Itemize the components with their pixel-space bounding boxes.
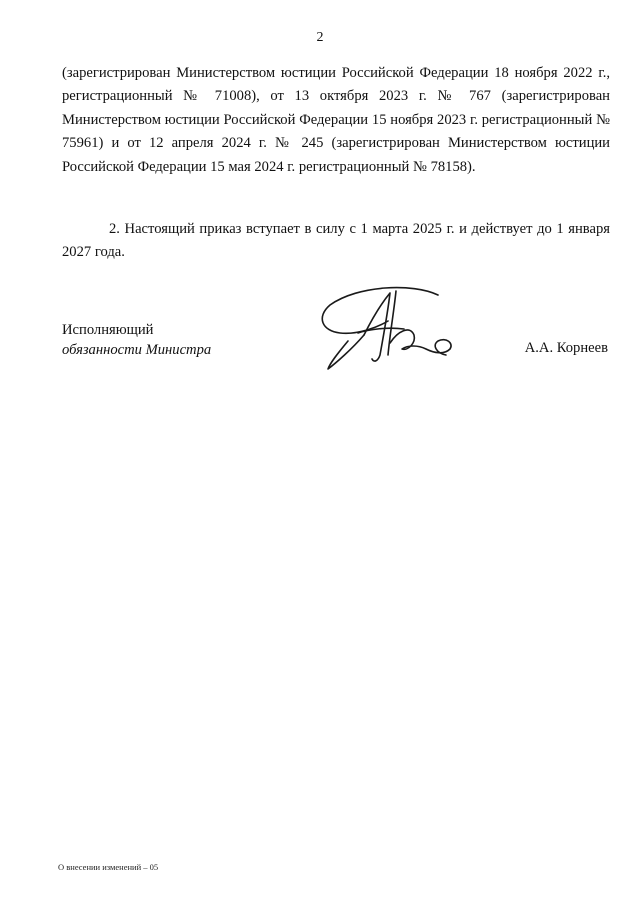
handwritten-signature — [318, 283, 458, 375]
signatory-name: А.А. Корнеев — [524, 340, 608, 356]
paragraph-effective-date: 2. Настоящий приказ вступает в силу с 1 марта 2025 г. и действует до 1 января 2027 года. — [62, 221, 610, 261]
page-number: 2 — [316, 30, 324, 45]
position-line-2: обязанности Министра — [62, 342, 212, 358]
footer-note: О внесении изменений – 05 — [58, 862, 159, 872]
position-line-1: Исполняющий — [62, 322, 154, 338]
paragraph-registration-list: (зарегистрирован Министерством юстиции Российской Федерации 18 ноября 2022 г., регистрационный № 71008), от 13 октября 2023 г. № 767 (зарегистрирован Министерством юстиции Российской Федерации 15 ноября 2023 г. регистрационный № 75961) и от 12 апреля 2024 г. № 245 (зарегистрирован Министерством юстиции Российской Федерации 15 мая 2024 г. регистрационный № 78158). — [62, 65, 610, 175]
signatory-position — [62, 320, 211, 360]
